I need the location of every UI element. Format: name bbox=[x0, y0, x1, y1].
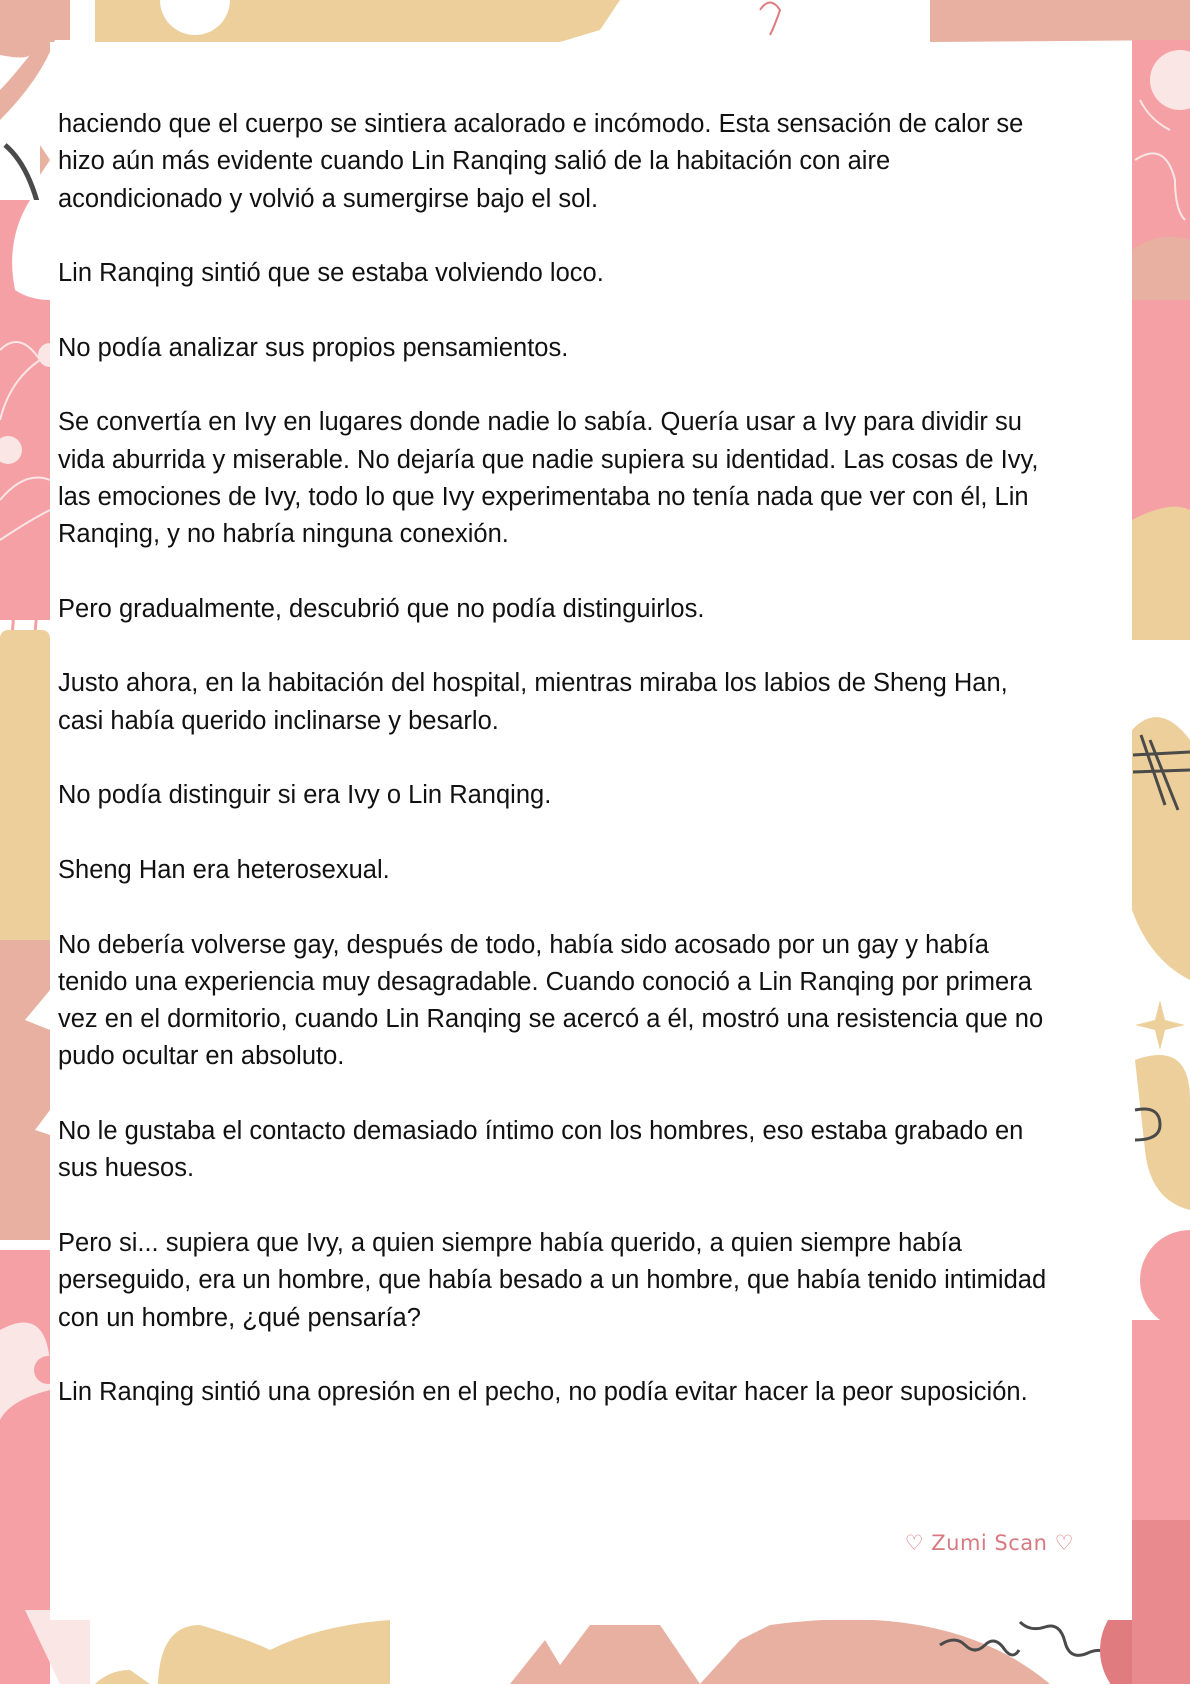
watermark: ♡ Zumi Scan ♡ bbox=[904, 1531, 1074, 1555]
paragraph: Se convertía en Ivy en lugares donde nadie lo sabía. Quería usar a Ivy para dividir su vida aburrida y miserable. No dejaría que nadie supiera su identidad. Las cosas de Ivy, las emociones de Ivy, todo lo que Ivy experimentaba no tenía nada que ver con él, Lin Ranqing, y no habría ninguna conexión. bbox=[58, 408, 1039, 549]
paragraph: No podía distinguir si era Ivy o Lin Ranqing. bbox=[58, 781, 552, 810]
paragraph: No podía analizar sus propios pensamientos. bbox=[58, 333, 569, 362]
paragraph: No le gustaba el contacto demasiado íntimo con los hombres, eso estaba grabado en sus huesos. bbox=[58, 1117, 1024, 1183]
paragraph: No debería volverse gay, después de todo, había sido acosado por un gay y había tenido una experiencia muy desagradable. Cuando conoció a Lin Ranqing por primera vez en el dormitorio, cuando Lin Ranqing se acercó a él, mostró una resistencia que no pudo ocultar en absoluto. bbox=[58, 930, 1044, 1071]
document-body bbox=[58, 106, 1048, 1449]
paragraph: Pero si... supiera que Ivy, a quien siempre había querido, a quien siempre había perseguido, era un hombre, que había besado a un hombre, que había tenido intimidad con un hombre, ¿qué pensaría? bbox=[58, 1228, 1047, 1332]
paragraph: haciendo que el cuerpo se sintiera acalorado e incómodo. Esta sensación de calor se hizo aún más evidente cuando Lin Ranqing salió de la habitación con aire acondicionado y volvió a sumergirse bajo el sol. bbox=[58, 110, 1024, 213]
paragraph: Pero gradualmente, descubrió que no podía distinguirlos. bbox=[58, 594, 705, 623]
paragraph: Lin Ranqing sintió que se estaba volviendo loco. bbox=[58, 259, 604, 288]
paragraph: Lin Ranqing sintió una opresión en el pecho, no podía evitar hacer la peor suposición. bbox=[58, 1378, 1028, 1407]
paragraph: Sheng Han era heterosexual. bbox=[58, 855, 390, 884]
paragraph: Justo ahora, en la habitación del hospital, mientras miraba los labios de Sheng Han, casi había querido inclinarse y besarlo. bbox=[58, 669, 1008, 735]
